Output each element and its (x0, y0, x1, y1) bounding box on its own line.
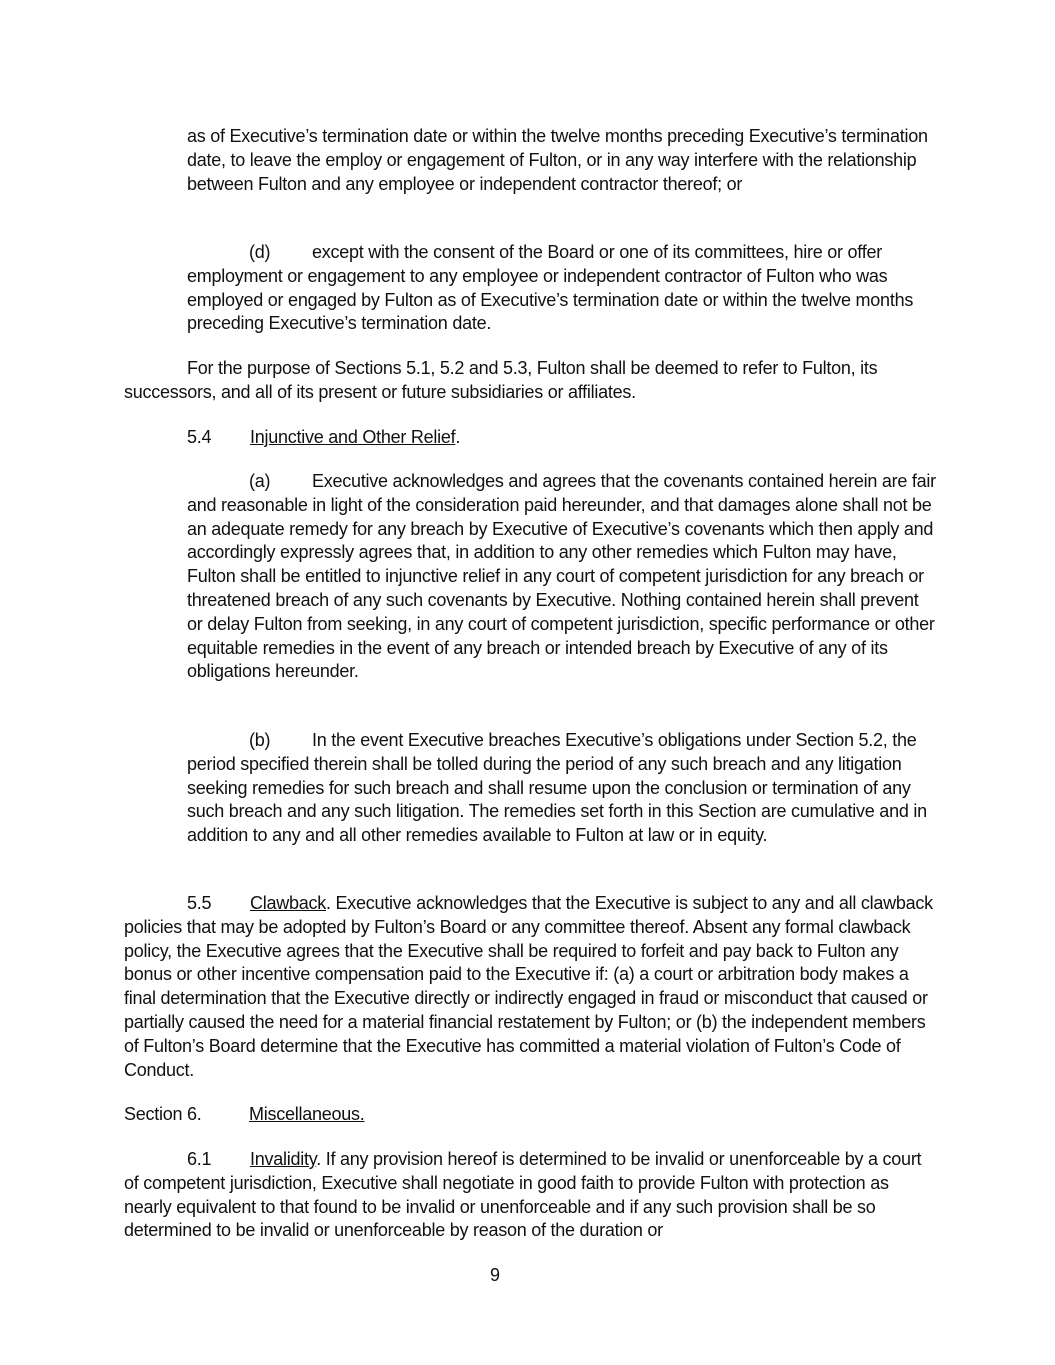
clause-5-4-b-label: (b) (249, 730, 271, 750)
section-5-5-number: 5.5 (187, 893, 212, 913)
section-6-1 (124, 1148, 937, 1243)
section-6-title: Miscellaneous. (249, 1104, 365, 1124)
section-6-heading (124, 1103, 937, 1127)
clause-5-4-b (187, 729, 937, 848)
clause-d-label: (d) (249, 242, 271, 262)
section-5-4-punct: . (455, 427, 461, 447)
clause-d-text: except with the consent of the Board or one of its committees, hire or offer employment or engagement to any employee or independent contractor of Fulton who was employed or engaged by Fulton as of Executive’s termination date or within the twelve months preceding Executive’s termination date. (187, 242, 914, 334)
section-6-1-text: . If any provision hereof is determined to be invalid or unenforceable by a court of competent jurisdiction, Executive shall negotiate in good faith to provide Fulton with protection as nearly equivalent to that found to be invalid or unenforceable and if any such provision shall be so determined to be invalid or unenforceable by reason of the duration or (124, 1149, 922, 1241)
section-6-number: Section 6. (124, 1104, 202, 1124)
clause-5-4-a (187, 470, 937, 684)
paragraph-continuation: as of Executive’s termination date or within the twelve months preceding Executive’s termination date, to leave the employ or engagement of Fulton, or in any way interfere with the relationship between Fulton and any employee or independent contractor thereof; or (187, 126, 928, 194)
section-6-1-title: Invalidity (250, 1149, 317, 1169)
section-6-1-number: 6.1 (187, 1149, 212, 1169)
clause-5-4-a-label: (a) (249, 471, 271, 491)
page-number: 9 (489, 1265, 500, 1285)
definition-paragraph: For the purpose of Sections 5.1, 5.2 and 5.3, Fulton shall be deemed to refer to Fulton, its successors, and all of its present or future subsidiaries or affiliates. (124, 358, 878, 402)
clause-d (187, 241, 937, 336)
clause-5-4-a-text: Executive acknowledges and agrees that the covenants contained herein are fair and reasonable in light of the consideration paid hereunder, and that damages alone shall not be an adequate remedy for any breach by Executive of Executive’s covenants which then apply and accordingly expressly agrees that, in addition to any other remedies which Fulton may have, Fulton shall be entitled to injunctive relief in any court of competent jurisdiction for any breach or threatened breach of any such covenants by Executive. Nothing contained herein shall prevent or delay Fulton from seeking, in any court of competent jurisdiction, specific performance or other equitable remedies in the event of any breach or intended breach by Executive of any of its obligations hereunder. (187, 471, 936, 682)
section-5-4-heading (124, 426, 937, 450)
clause-5-4-b-text: In the event Executive breaches Executive’s obligations under Section 5.2, the period specified therein shall be tolled during the period of any such breach and any litigation seeking remedies for such breach and shall resume upon the conclusion or termination of any such breach and any such litigation. The remedies set forth in this Section are cumulative and in addition to any and all other remedies available to Fulton at law or in equity. (187, 730, 927, 846)
section-5-5-text: . Executive acknowledges that the Executive is subject to any and all clawback policies that may be adopted by Fulton’s Board or any committee thereof. Absent any formal clawback policy, the Executive agrees that the Executive shall be required to forfeit and pay back to Fulton any bonus or other incentive compensation paid to the Executive if: (a) a court or arbitration body makes a final determination that the Executive directly or indirectly engaged in fraud or misconduct that caused or partially caused the need for a material financial restatement by Fulton; or (b) the independent members of Fulton’s Board determine that the Executive has committed a material violation of Fulton’s Code of Conduct. (124, 893, 933, 1080)
section-5-4-title: Injunctive and Other Relief (250, 427, 456, 447)
section-5-5-title: Clawback (250, 893, 327, 913)
section-5-5 (124, 892, 937, 1082)
section-5-4-number: 5.4 (187, 427, 212, 447)
